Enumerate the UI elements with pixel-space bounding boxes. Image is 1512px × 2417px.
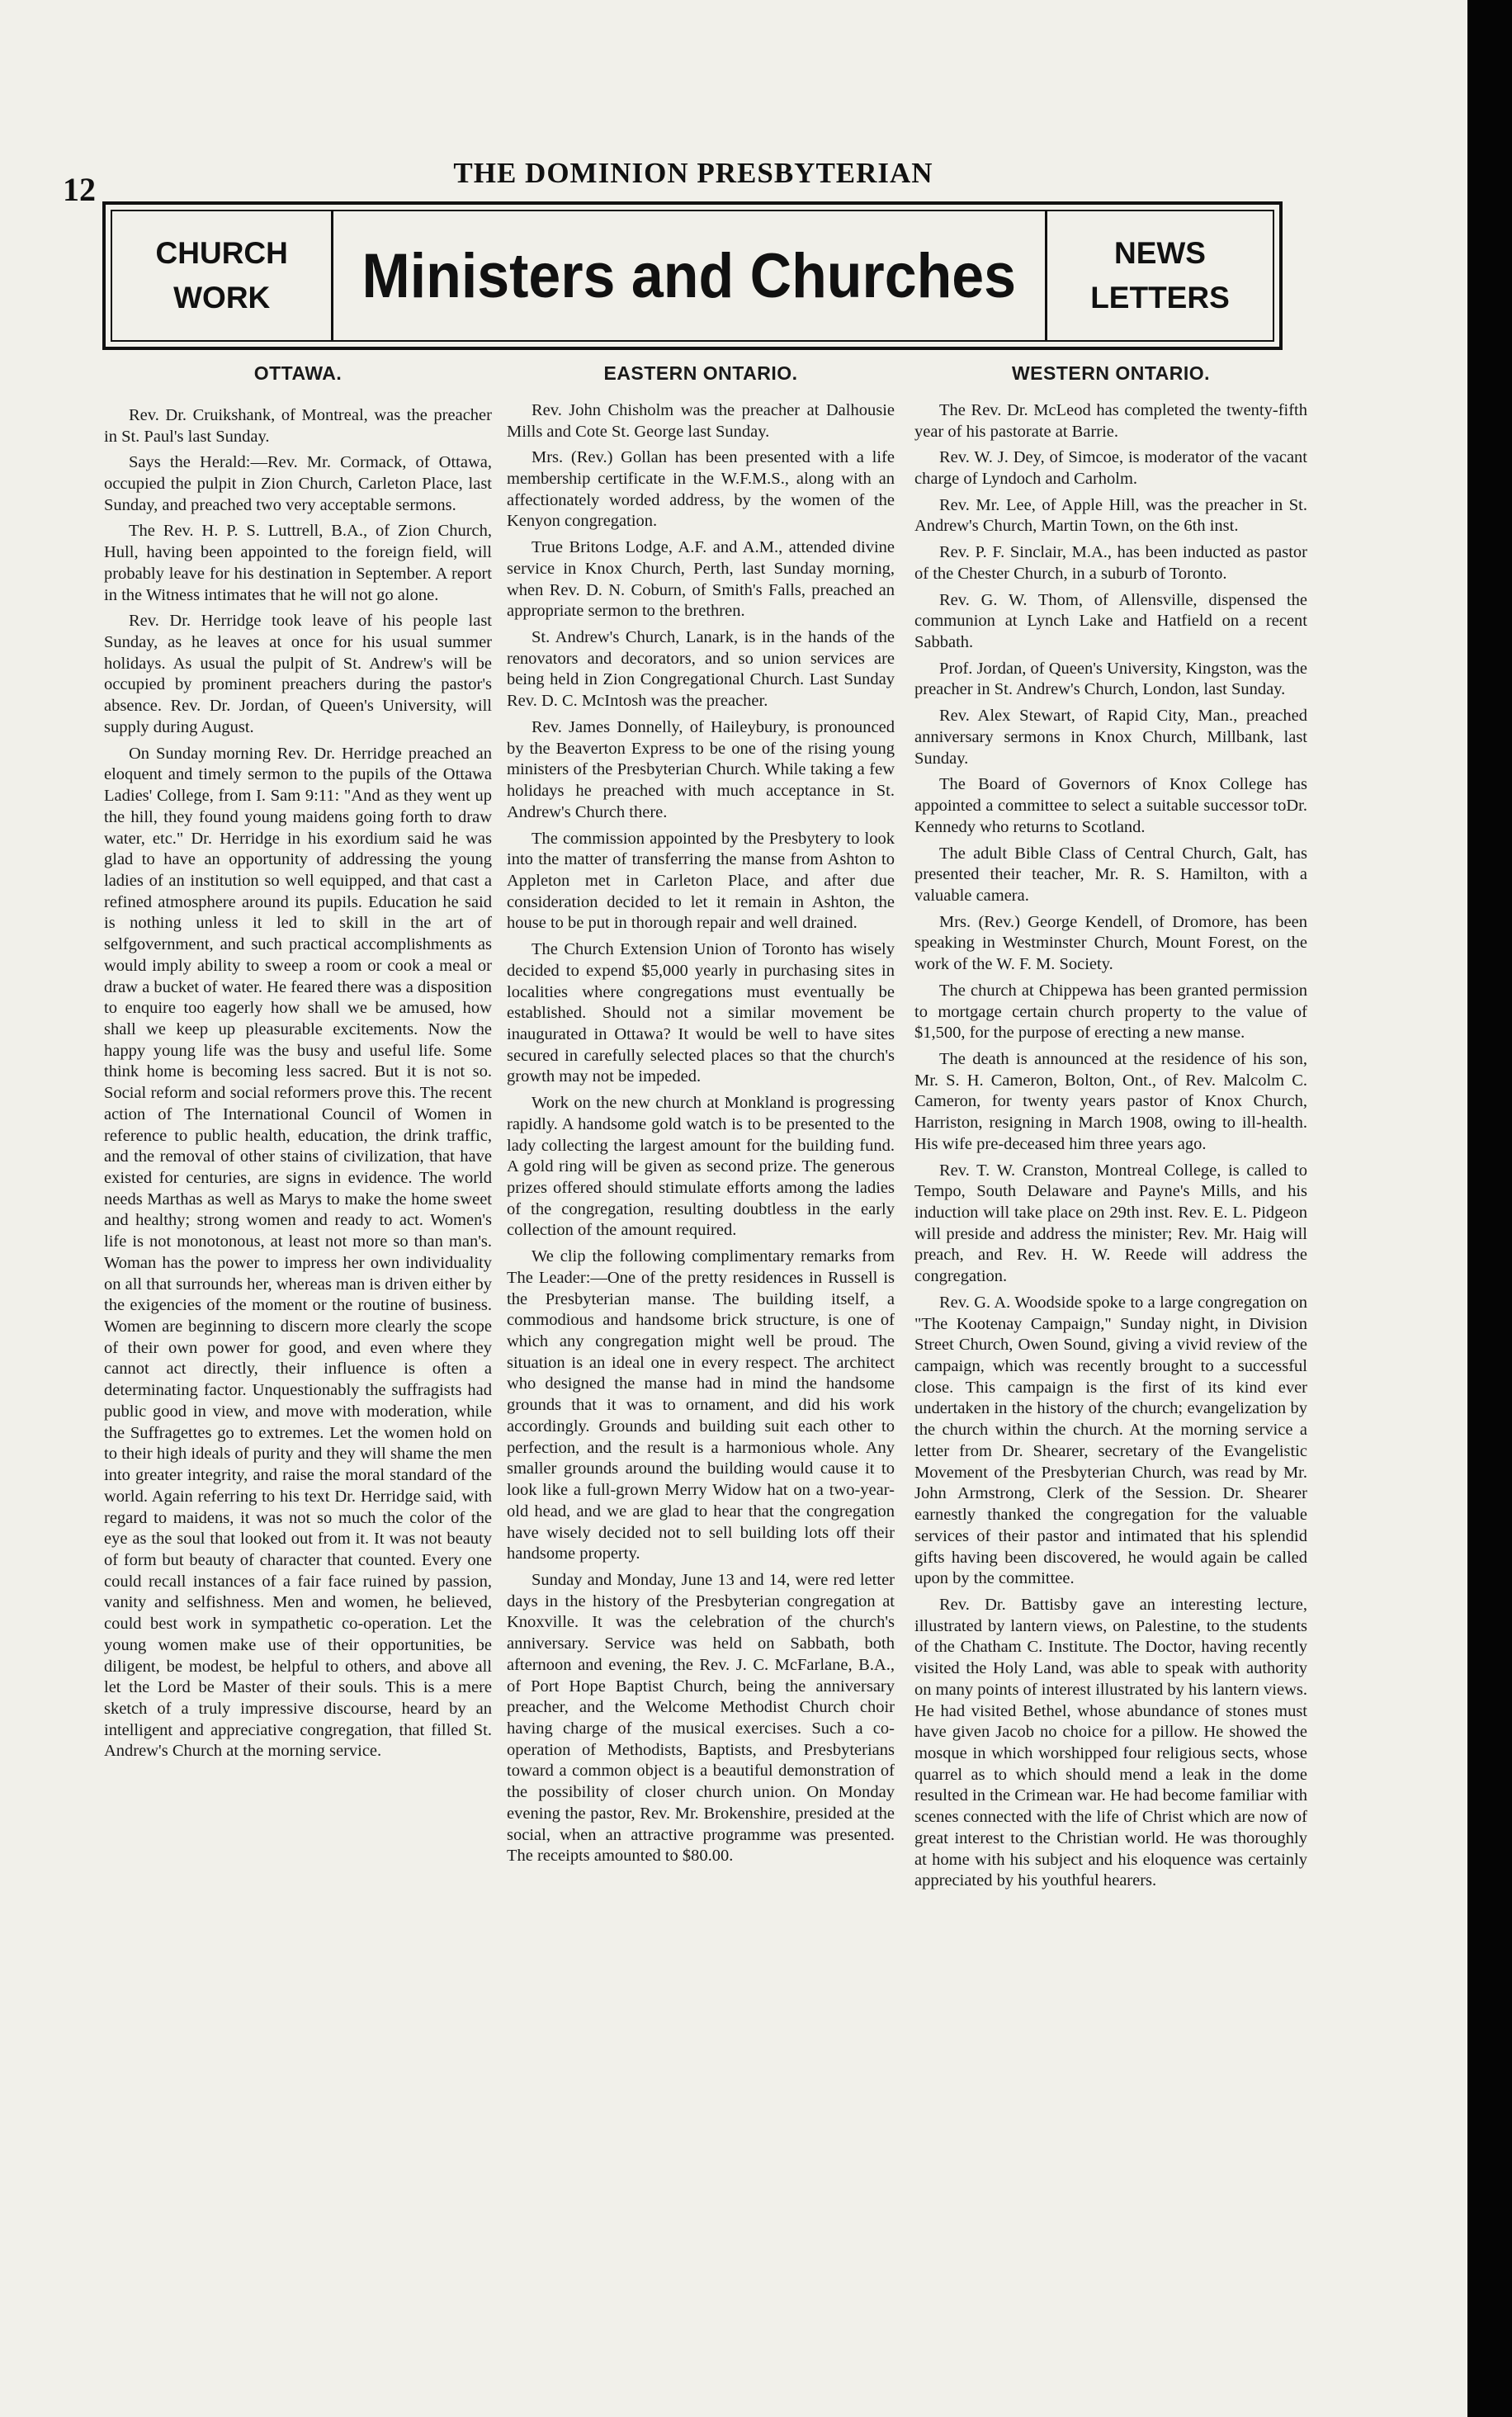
news-item: Rev. W. J. Dey, of Simcoe, is moderator of the vacant charge of Lyndoch and Carholm. [914, 448, 1307, 489]
news-item: Work on the new church at Monkland is progressing rapidly. A handsome gold watch is to be presented to the lady collecting the largest amount for the building fund. A gold ring will be given as second prize. The generous prizes offered should stimulate efforts among the ladies of the congregation, resulting doubtless in the early collection of the amount required. [507, 1094, 895, 1240]
news-item: Rev. P. F. Sinclair, M.A., has been inducted as pastor of the Chester Church, in a suburb of Toronto. [914, 543, 1307, 583]
church-work-line-2: WORK [173, 281, 271, 315]
news-item: The adult Bible Class of Central Church, Galt, has presented their teacher, Mr. R. S. Hamilton, with a valuable camera. [914, 844, 1307, 905]
banner-inner-frame [111, 210, 1274, 342]
news-item: Says the Herald:—Rev. Mr. Cormack, of Ottawa, occupied the pulpit in Zion Church, Carleton Place, last Sunday, and preached two very acceptable sermons. [104, 453, 492, 514]
column-heading: OTTAWA. [253, 362, 343, 384]
news-letters-line-1: NEWS [1113, 236, 1206, 271]
scan-border [1467, 0, 1512, 2417]
news-item: The church at Chippewa has been granted permission to mortgage certain church property to the value of $1,500, for the purpose of erecting a new manse. [914, 981, 1307, 1043]
column-ottawa [104, 362, 492, 2376]
news-item: The Board of Governors of Knox College has appointed a committee to select a suitable successor toDr. Kennedy who returns to Scotland. [914, 775, 1307, 836]
news-item: The Rev. Dr. McLeod has completed the twenty-fifth year of his pastorate at Barrie. [914, 400, 1307, 441]
news-item: Rev. G. A. Woodside spoke to a large congregation on "The Kootenay Campaign," Sunday night, in Division Street Church, Owen Sound, giving a vivid review of the campaign, which was recently brought to a successful close. This campaign is the first of its kind ever undertaken in the history of the church; evangelization by the church within the church. At the morning service a letter from Dr. Shearer, secretary of the Evangelistic Movement of the Presbyterian Church, was read by Mr. John Armstrong, Clerk of the Session. Dr. Shearer earnestly thanked the congregation for the valuable services of their pastor and intimated that his splendid gifts having been discovered, he would again be called upon by the committee. [914, 1293, 1307, 1588]
column-heading: WESTERN ONTARIO. [1011, 362, 1211, 384]
news-item: Mrs. (Rev.) Gollan has been presented with a life membership certificate in the W.F.M.S., along with an affectionately worded address, by the women of the Kenyon congregation. [507, 448, 895, 531]
section-banner [102, 201, 1283, 350]
news-item: Rev. John Chisholm was the preacher at Dalhousie Mills and Cote St. George last Sunday. [507, 400, 895, 441]
news-item: Rev. James Donnelly, of Haileybury, is pronounced by the Beaverton Express to be one of the rising young ministers of the Presbyterian Church. While taking a few holidays he preached with much acceptance in St. Andrew's Church there. [507, 717, 895, 821]
news-item: Rev. Dr. Cruikshank, of Montreal, was the preacher in St. Paul's last Sunday. [104, 405, 492, 446]
news-item: The Church Extension Union of Toronto has wisely decided to expend $5,000 yearly in purchasing sites in localities where congregations must eventually be established. Should not a similar movement be inaugurated in Ottawa? It would be well to have sites secured in carefully selected places so that the church's growth may not be impeded. [507, 940, 895, 1086]
news-item: Rev. T. W. Cranston, Montreal College, is called to Tempo, South Delaware and Payne's Mills, and his induction will take place on 29th inst. Rev. E. L. Pidgeon will preside and address the minister; Rev. Mr. Haig will preach, and Rev. H. W. Reede will address the congregation. [914, 1161, 1307, 1286]
section-title: Ministers and Churches [361, 240, 1017, 311]
column-heading: EASTERN ONTARIO. [603, 362, 798, 384]
news-item: The death is announced at the residence of his son, Mr. S. H. Cameron, Bolton, Ont., of Rev. Malcolm C. Cameron, for twenty years pastor of Knox Church, Harriston, resigning in March 1908, owing to ill-health. His wife pre-deceased him three years ago. [914, 1049, 1307, 1153]
news-letters-line-2: LETTERS [1090, 281, 1230, 315]
news-item: On Sunday morning Rev. Dr. Herridge preached an eloquent and timely sermon to the pupils of the Ottawa Ladies' College, from I. Sam 9:11: "And as they went up the hill, they found young maidens going forth to draw water, etc." Dr. Herridge in his exordium said he was glad to have an opportunity of addressing the young ladies of an institution so well equipped, and that cast a refined atmosphere around its pupils. Education he said is nothing unless it led to skill in the art of selfgovernment, and such practical accomplishments as would imply ability to sweep a room or cook a meal or draw a bucket of water. He feared there was a disposition to enquire too eagerly how shall we be amused, how shall we keep up pleasurable excitements. Now the happy young life was the busy and useful life. Some think home is becoming less sacred. But it is not so. Social reform and social reformers prove this. The recent action of The International Council of Women in reference to public health, education, the drink traffic, and the removal of other stains of civilization, that have existed for centuries, are signs in evidence. The world needs Marthas as well as Marys to make the home sweet and healthy; strong women and ready to act. Women's life is not monotonous, at least not more so than man's. Woman has the power to impress her own individuality on all that surrounds her, whereas man is driven either by the exigencies of the moment or the routine of business. Women are beginning to discern more clearly the scope of their own power for good, and even where they cannot act directly, their influence is often a determinating factor. Unquestionably the suffragists had public good in view, and move with moderation, while the Suffragettes go to extremes. Let the women hold on to their high ideals of purity and they will shame the men into greater integrity, and raise the moral standard of the world. Again referring to his text Dr. Herridge said, with regard to maidens, it was not so much the color of the eye as the soul that looked out from it. It was not beauty of form but beauty of character that counted. Every one could recall instances of a fair face ruined by passion, vanity and selfishness. Men and women, he believed, could best work in sympathetic co-operation. Let the young women make use of their opportunities, be diligent, be modest, be helpful to others, and above all let the Lord be Master of their souls. This is a mere sketch of a truly impressive discourse, heard by an intelligent and appreciative congregation, that filled St. Andrew's Church at the morning service. [104, 744, 492, 1761]
news-item: Rev. Dr. Herridge took leave of his people last Sunday, as he leaves at once for his usual summer holidays. As usual the pulpit of St. Andrew's will be occupied by prominent preachers during the pastor's absence. Rev. Dr. Jordan, of Queen's University, will supply during August. [104, 612, 492, 736]
column-western-ontario [914, 362, 1307, 2376]
news-item: Rev. Alex Stewart, of Rapid City, Man., preached anniversary sermons in Knox Church, Millbank, last Sunday. [914, 707, 1307, 768]
news-item: St. Andrew's Church, Lanark, is in the hands of the renovators and decorators, and so union services are being held in Zion Congregational Church. Last Sunday Rev. D. C. McIntosh was the preacher. [507, 628, 895, 711]
news-item: Sunday and Monday, June 13 and 14, were red letter days in the history of the Presbyterian congregation at Knoxville. It was the celebration of the church's anniversary. Service was held on Sabbath, both afternoon and evening, the Rev. J. C. McFarlane, B.A., of Port Hope Baptist Church, being the anniversary preacher, and the Welcome Methodist Church choir having charge of the musical exercises. Such a co-operation of Methodists, Baptists, and Presbyterians toward a common object is a beautiful demonstration of the possibility of closer church union. On Monday evening the pastor, Rev. Mr. Brokenshire, presided at the social, when an attractive programme was presented. The receipts amounted to $80.00. [507, 1570, 895, 1866]
news-item: The commission appointed by the Presbytery to look into the matter of transferring the manse from Ashton to Appleton met in Carleton Place, and after due consideration decided to let it remain in Ashton, the house to be put in thorough repair and well drained. [507, 829, 895, 933]
news-item: Rev. Mr. Lee, of Apple Hill, was the preacher in St. Andrew's Church, Martin Town, on the 6th inst. [914, 495, 1307, 536]
church-work-box [112, 211, 333, 340]
news-item: Rev. Dr. Battisby gave an interesting lecture, illustrated by lantern views, on Palestine, to the students of the Chatham C. Institute. The Doctor, having recently visited the Holy Land, was able to speak with authority on many points of interest illustrated by his lantern views. He had visited Bethel, whose abundance of stones must have given Jacob no choice for a pillow. He showed the mosque in which worshipped four religious sects, whose quarrel as to which should mend a leak in the dome resulted in the Crimean war. He had become familiar with scenes connected with the life of Christ which are now of great interest to the Christian world. He was thoroughly at home with his subject and his eloquence was certainly appreciated by his youthful hearers. [914, 1595, 1307, 1890]
column-eastern-ontario [507, 362, 895, 2376]
news-item: Rev. G. W. Thom, of Allensville, dispensed the communion at Lynch Lake and Hatfield on a recent Sabbath. [914, 590, 1307, 652]
news-item: Mrs. (Rev.) George Kendell, of Dromore, has been speaking in Westminster Church, Mount Forest, on the work of the W. F. M. Society. [914, 912, 1307, 974]
news-item: True Britons Lodge, A.F. and A.M., attended divine service in Knox Church, Perth, last Sunday morning, when Rev. D. N. Coburn, of Smith's Falls, preached an appropriate sermon to the brethren. [507, 538, 895, 621]
page-number: 12 [63, 171, 96, 208]
church-work-line-1: CHURCH [155, 236, 288, 271]
news-letters-box [1045, 211, 1273, 340]
running-title: THE DOMINION PRESBYTERIAN [453, 157, 933, 189]
news-item: Prof. Jordan, of Queen's University, Kingston, was the preacher in St. Andrew's Church, London, last Sunday. [914, 659, 1307, 699]
news-item: We clip the following complimentary remarks from The Leader:—One of the pretty residences in Russell is the Presbyterian manse. The building itself, a commodious and handsome brick structure, is one of which any congregation might well be proud. The situation is an ideal one in every respect. The architect who designed the manse had in mind the handsome grounds that it was to ornament, and did his work accordingly. Grounds and building suit each other to perfection, and the result is a harmonious whole. Any smaller grounds around the building would cause it to look like a full-grown Merry Widow hat on a two-year-old head, and we are glad to hear that the congregation have wisely decided not to sell building lots off their handsome property. [507, 1247, 895, 1563]
news-item: The Rev. H. P. S. Luttrell, B.A., of Zion Church, Hull, having been appointed to the foreign field, will probably leave for his destination in September. A report in the Witness intimates that he will not go alone. [104, 522, 492, 604]
